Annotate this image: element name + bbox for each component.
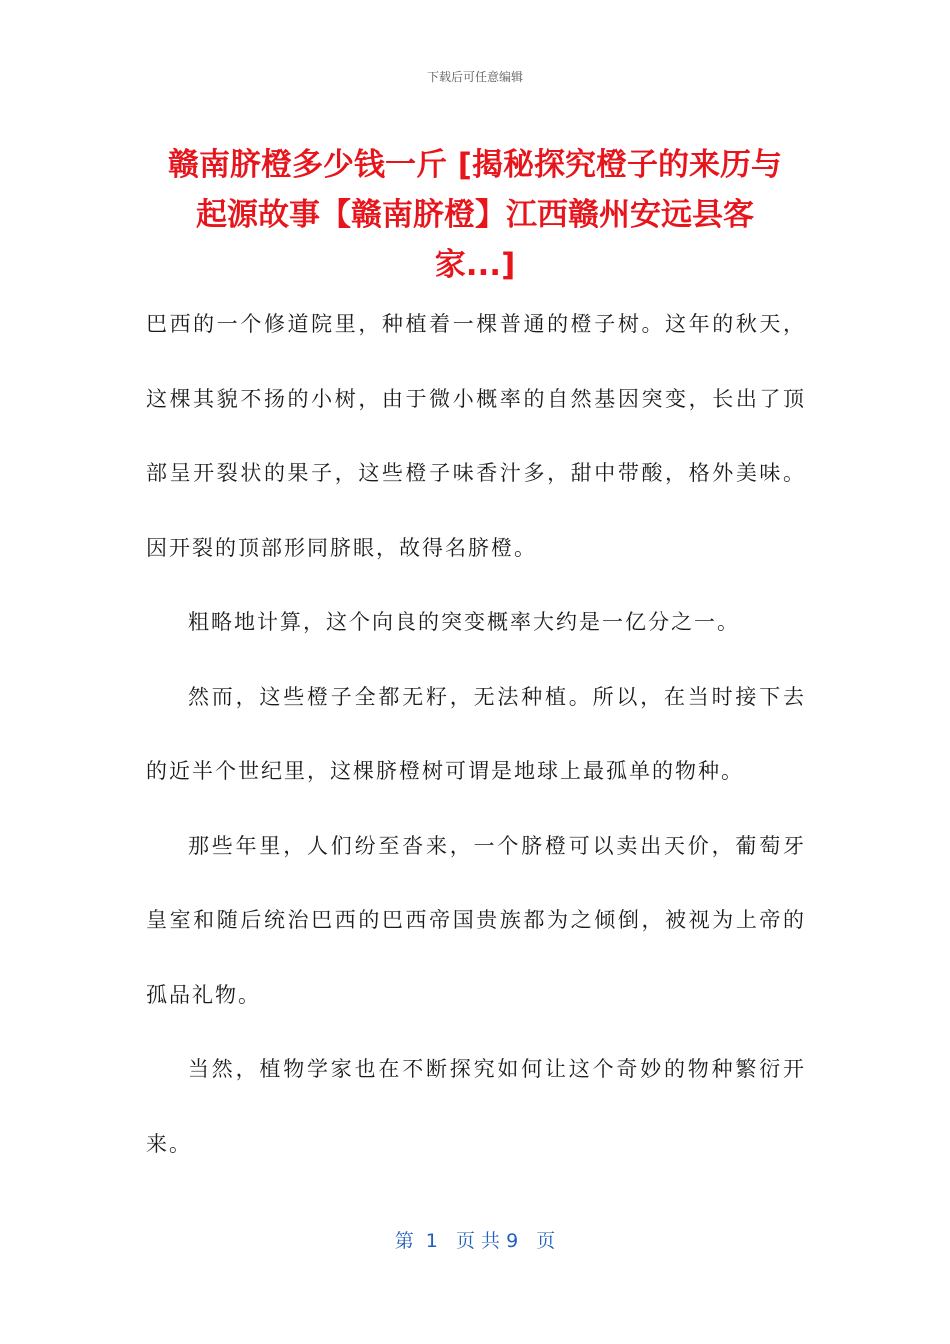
page-number: 第 1 页 共 9 页 <box>394 1230 556 1252</box>
title-line: 家...] <box>434 247 516 283</box>
header-note: 下载后可任意编辑 <box>426 70 523 84</box>
title-line: 起源故事【赣南脐橙】江西赣州安远县客 <box>196 197 754 233</box>
body-paragraph: 然而，这些橙子全都无籽，无法种植。所以，在当时接下去的近半个世纪里，这棵脐橙树可谓是地球上最孤单的物种。 <box>146 684 806 783</box>
body-paragraph: 那些年里，人们纷至沓来，一个脐橙可以卖出天价，葡萄牙皇室和随后统治巴西的巴西帝国贵族都为之倾倒，被视为上帝的孤品礼物。 <box>146 833 806 1007</box>
body-paragraph: 巴西的一个修道院里，种植着一棵普通的橙子树。这年的秋天，这棵其貌不扬的小树，由于微小概率的自然基因突变，长出了顶部呈开裂状的果子，这些橙子味香汁多，甜中带酸，格外美味。因开裂的顶部形同脐眼，故得名脐橙。 <box>146 312 806 560</box>
body-paragraph: 当然，植物学家也在不断探究如何让这个奇妙的物种繁衍开来。 <box>146 1057 806 1156</box>
title-line: 赣南脐橙多少钱一斤 [揭秘探究橙子的来历与 <box>168 147 782 183</box>
body-paragraph: 粗略地计算，这个向良的突变概率大约是一亿分之一。 <box>188 610 740 634</box>
document-body <box>146 287 806 1181</box>
document-title <box>130 140 820 290</box>
